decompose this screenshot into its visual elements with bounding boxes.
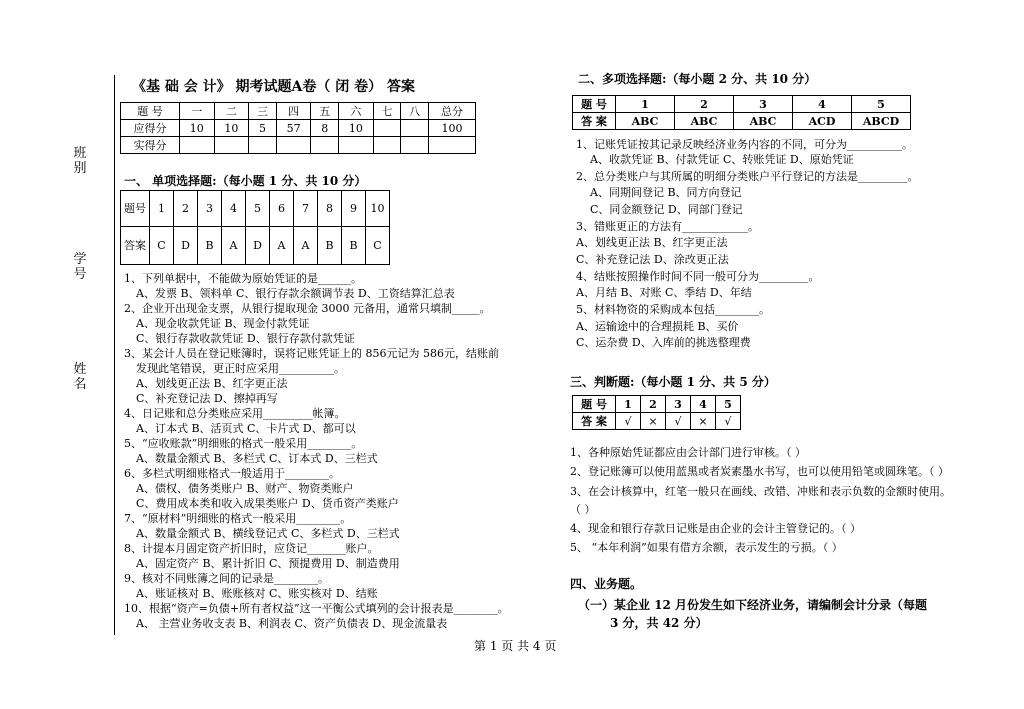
section1-question-line: 5、“应收账款”明细账的格式一般采用________。 (124, 437, 363, 450)
section2-answer-cell: ABCD (852, 113, 911, 130)
section3-heading: 三、判断题:（每小题 1 分、共 5 分） (570, 375, 776, 389)
section2-number-cell: 3 (734, 96, 793, 113)
section2-answer-row (573, 113, 911, 130)
score-actual-cell (214, 137, 249, 154)
section1-option-line: A、固定资产 B、累计折旧 C、预提费用 D、制造费用 (136, 557, 400, 570)
section2-option-line: C、补充登记法 D、涂改更正法 (576, 253, 729, 266)
score-actual-cell (180, 137, 215, 154)
section2-option-line: A、同期间登记 B、同方向登记 (590, 186, 742, 199)
section1-row-label: 答案 (121, 227, 150, 265)
section1-number-cell: 8 (318, 191, 342, 227)
score-actual-row (121, 137, 476, 154)
section3-answer-cell: √ (716, 413, 741, 430)
section1-answer-cell: A (270, 227, 294, 265)
section1-option-line: A、债权、债务类账户 B、财产、物资类账户 (136, 482, 354, 495)
section2-answer-cell: ABC (734, 113, 793, 130)
section1-number-cell: 1 (150, 191, 174, 227)
score-points-cell: 57 (276, 120, 311, 137)
section3-statement-line: 1、各种原始凭证都应由会计部门进行审核。（ ） (570, 446, 806, 459)
section1-option-line: A、划线更正法 B、红字更正法 (136, 377, 288, 390)
section2-row-label: 题 号 (573, 96, 616, 113)
section2-number-cell: 2 (675, 96, 734, 113)
score-header-cell: 总分 (429, 103, 476, 120)
section1-option-line: A、数量金额式 B、横线登记式 C、多栏式 D、三栏式 (136, 527, 400, 540)
section2-row-label: 答 案 (573, 113, 616, 130)
section1-question-line: 8、计提本月固定资产折旧时，应贷记_______账户。 (124, 542, 379, 555)
section1-number-cell: 6 (270, 191, 294, 227)
student-id-label-text: 学号 (73, 252, 87, 282)
page-footer: 第 1 页 共 4 页 (474, 639, 557, 653)
section2-option-line: A、收款凭证 B、付款凭证 C、转账凭证 D、原始凭证 (590, 153, 854, 166)
section1-answer-cell: C (366, 227, 390, 265)
section3-number-cell: 4 (691, 396, 716, 413)
section2-question-line: 3、错账更正的方法有____________。 (576, 220, 759, 233)
section1-question-line: 6、多栏式明细账格式一般适用于________。 (124, 467, 340, 480)
score-actual-cell (373, 137, 401, 154)
section1-question-line: 发现此笔错误，更正时应采用__________。 (136, 362, 345, 375)
section1-number-cell: 3 (198, 191, 222, 227)
section2-question-line: 2、总分类账户与其所属的明细分类账户平行登记的方法是_________。 (576, 170, 919, 183)
score-header-cell: 五 (311, 103, 339, 120)
section1-option-line: A、现金收款凭证 B、现金付款凭证 (136, 317, 310, 330)
score-header-row (121, 103, 476, 120)
section2-option-line: A、运输途中的合理损耗 B、买价 (576, 320, 739, 333)
score-points-cell (401, 120, 429, 137)
score-header-cell: 三 (249, 103, 277, 120)
section2-number-row (573, 96, 911, 113)
score-actual-cell (249, 137, 277, 154)
section3-statement-line: 5、 “本年利润”如果有借方余额，表示发生的亏损。（ ） (570, 541, 843, 554)
score-header-cell: 一 (180, 103, 215, 120)
name-label (73, 362, 87, 392)
section3-statement-line: 3、在会计核算中，红笔一般只在画线、改错、冲账和表示负数的金额时使用。 (570, 485, 951, 498)
section1-option-line: A、数量金额式 B、多栏式 C、订本式 D、三栏式 (136, 452, 378, 465)
score-actual-label: 实得分 (121, 137, 180, 154)
section1-number-row (121, 191, 390, 227)
section2-heading: 二、多项选择题:（每小题 2 分、共 10 分） (578, 72, 817, 86)
section2-question-line: 4、结账按照操作时间不同一般可分为_________。 (576, 270, 820, 283)
section3-number-cell: 2 (641, 396, 666, 413)
section1-answer-cell: D (174, 227, 198, 265)
score-actual-cell (429, 137, 476, 154)
section1-answer-cell: B (198, 227, 222, 265)
section1-answer-cell: C (150, 227, 174, 265)
section1-option-line: C、银行存款收款凭证 D、银行存款付款凭证 (136, 332, 355, 345)
binding-line (114, 75, 115, 635)
score-points-cell: 100 (429, 120, 476, 137)
section2-number-cell: 1 (616, 96, 675, 113)
page-title: 《基 础 会 计》 期考试题A卷（ 闭 卷） 答案 (132, 79, 415, 95)
section1-answer-table (120, 190, 390, 265)
section1-number-cell: 5 (246, 191, 270, 227)
section3-number-cell: 1 (616, 396, 641, 413)
section1-question-line: 3、某会计人员在登记账簿时，误将记账凭证上的 856元记为 586元，结账前 (124, 347, 499, 360)
section1-number-cell: 9 (342, 191, 366, 227)
section1-number-cell: 10 (366, 191, 390, 227)
section1-option-line: A、 主营业务收支表 B、利润表 C、资产负债表 D、现金流量表 (136, 617, 448, 630)
section4-heading: 四、业务题。 (570, 577, 643, 591)
section1-number-cell: 2 (174, 191, 198, 227)
section3-answer-cell: √ (666, 413, 691, 430)
section1-question-line: 2、企业开出现金支票，从银行提取现金 3000 元备用，通常只填制_____。 (124, 302, 491, 315)
score-actual-cell (311, 137, 339, 154)
score-header-cell: 八 (401, 103, 429, 120)
section1-row-label: 题号 (121, 191, 150, 227)
section1-answer-row (121, 227, 390, 265)
class-label-text: 班别 (73, 146, 87, 176)
section3-answer-cell: √ (616, 413, 641, 430)
section2-answer-cell: ABC (675, 113, 734, 130)
section3-statement-line: 2、登记账簿可以使用蓝黑或者炭素墨水书写，也可以使用铅笔或圆珠笔。（ ） (570, 465, 949, 478)
section1-answer-cell: A (294, 227, 318, 265)
score-points-cell (373, 120, 401, 137)
score-actual-cell (401, 137, 429, 154)
section2-question-line: 1、记账凭证按其记录反映经济业务内容的不同，可分为__________。 (576, 138, 913, 151)
score-points-cell: 5 (249, 120, 277, 137)
score-actual-cell (276, 137, 311, 154)
section2-option-line: A、划线更正法 B、红字更正法 (576, 236, 728, 249)
section1-answer-cell: B (318, 227, 342, 265)
section1-option-line: C、补充登记法 D、擦掉再写 (136, 392, 278, 405)
section1-question-line: 9、核对不同账簿之间的记录是________。 (124, 572, 329, 585)
section1-option-line: A、发票 B、领料单 C、银行存款余额调节表 D、工资结算汇总表 (136, 287, 455, 300)
section2-option-line: C、运杂费 D、入库前的挑选整理费 (576, 336, 751, 349)
score-table (120, 102, 476, 154)
section3-number-row (573, 396, 741, 413)
score-header-cell: 六 (339, 103, 374, 120)
section3-answer-cell: × (641, 413, 666, 430)
section1-number-cell: 7 (294, 191, 318, 227)
section3-statement-line: （ ） (570, 503, 596, 516)
section3-number-cell: 3 (666, 396, 691, 413)
section2-answer-table (572, 95, 911, 130)
section2-option-line: C、同金额登记 D、同部门登记 (590, 203, 743, 216)
section2-question-line: 5、材料物资的采购成本包括________。 (576, 303, 770, 316)
score-points-cell: 10 (214, 120, 249, 137)
section4-subheading-cont: 3 分，共 42 分） (610, 616, 708, 630)
section1-question-line: 1、下列单据中，不能做为原始凭证的是______。 (124, 272, 362, 285)
section1-question-line: 7、“原材料”明细账的格式一般采用________。 (124, 512, 352, 525)
score-header-cell: 二 (214, 103, 249, 120)
section3-statement-line: 4、现金和银行存款日记账是由企业的会计主管登记的。（ ） (570, 522, 861, 535)
score-points-row (121, 120, 476, 137)
section1-question-line: 10、根据“资产=负债+所有者权益”这一平衡公式填列的会计报表是________。 (124, 602, 509, 615)
section1-question-line: 4、日记账和总分类账应采用_________帐簿。 (124, 407, 346, 420)
section3-row-label: 答 案 (573, 413, 616, 430)
section1-number-cell: 4 (222, 191, 246, 227)
section4-subheading: （一）某企业 12 月份发生如下经济业务，请编制会计分录（每题 (578, 598, 928, 612)
section2-number-cell: 5 (852, 96, 911, 113)
section1-option-line: C、费用成本类和收入成果类账户 D、货币资产类账户 (136, 497, 399, 510)
section1-answer-cell: B (342, 227, 366, 265)
section3-answer-cell: × (691, 413, 716, 430)
name-label-text: 姓名 (73, 362, 87, 392)
section2-number-cell: 4 (793, 96, 852, 113)
section3-answer-table (572, 395, 741, 430)
section1-heading: 一、 单项选择题:（每小题 1 分、共 10 分） (124, 174, 367, 188)
section1-answer-cell: A (222, 227, 246, 265)
section1-option-line: A、订本式 B、活页式 C、卡片式 D、都可以 (136, 422, 356, 435)
class-label (73, 146, 87, 176)
score-header-cell: 四 (276, 103, 311, 120)
section3-number-cell: 5 (716, 396, 741, 413)
section3-answer-row (573, 413, 741, 430)
section2-answer-cell: ACD (793, 113, 852, 130)
section2-answer-cell: ABC (616, 113, 675, 130)
section1-option-line: A、账证核对 B、账账核对 C、账实核对 D、结账 (136, 587, 378, 600)
section1-answer-cell: D (246, 227, 270, 265)
student-id-label (73, 252, 87, 282)
score-points-cell: 8 (311, 120, 339, 137)
score-points-label: 应得分 (121, 120, 180, 137)
score-header-cell: 七 (373, 103, 401, 120)
score-points-cell: 10 (180, 120, 215, 137)
score-actual-cell (339, 137, 374, 154)
score-points-cell: 10 (339, 120, 374, 137)
score-header-cell: 题 号 (121, 103, 180, 120)
section2-option-line: A、月结 B、对账 C、季结 D、年结 (576, 286, 752, 299)
section3-row-label: 题 号 (573, 396, 616, 413)
